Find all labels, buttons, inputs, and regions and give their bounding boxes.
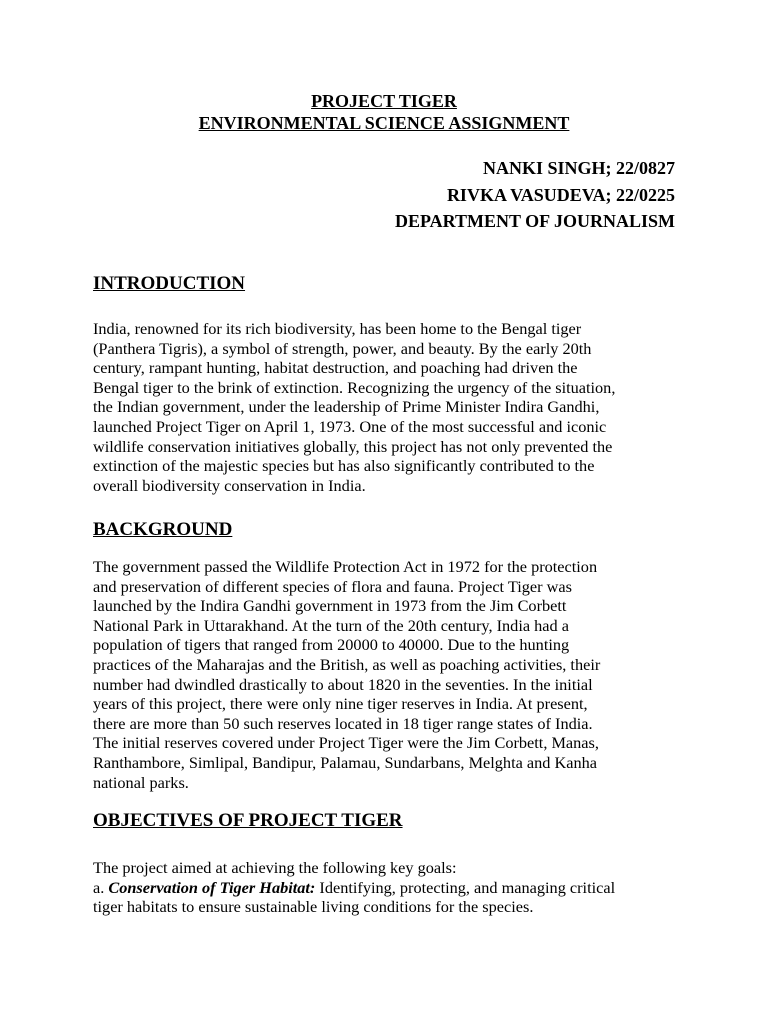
document-subtitle: ENVIRONMENTAL SCIENCE ASSIGNMENT <box>198 113 570 133</box>
objectives-paragraph <box>93 858 683 917</box>
background-paragraph <box>93 557 683 792</box>
paragraph-line: years of this project, there were only nine tiger reserves in India. At present, <box>93 694 588 714</box>
paragraph-line: wildlife conservation initiatives globally, this project has not only prevented the <box>93 436 613 456</box>
paragraph-line: century, rampant hunting, habitat destruction, and poaching had driven the <box>93 358 578 378</box>
goal-a-prefix: a. <box>93 877 109 897</box>
author-line-2: RIVKA VASUDEVA; 22/0225 <box>446 184 675 205</box>
goal-a-label: Conservation of Tiger Habitat: <box>108 877 316 897</box>
paragraph-line: The government passed the Wildlife Protection Act in 1972 for the protection <box>93 557 598 576</box>
introduction-paragraph <box>93 319 683 495</box>
paragraph-line: and preservation of different species of flora and fauna. Project Tiger was <box>93 576 572 596</box>
objectives-heading: OBJECTIVES OF PROJECT TIGER <box>93 810 403 831</box>
paragraph-line: national parks. <box>93 772 189 792</box>
document-title: PROJECT TIGER <box>311 91 457 111</box>
department-line: DEPARTMENT OF JOURNALISM <box>394 211 675 231</box>
paragraph-line: population of tigers that ranged from 20000 to 40000. Due to the hunting <box>93 635 570 655</box>
introduction-heading: INTRODUCTION <box>93 273 246 294</box>
paragraph-line: overall biodiversity conservation in India. <box>93 475 366 495</box>
paragraph-line: The initial reserves covered under Project Tiger were the Jim Corbett, Manas, <box>93 733 599 753</box>
goal-a-text: Identifying, protecting, and managing critical <box>315 877 616 897</box>
paragraph-line: Bengal tiger to the brink of extinction. Recognizing the urgency of the situation, <box>93 377 616 397</box>
paragraph-line: there are more than 50 such reserves located in 18 tiger range states of India. <box>93 713 593 733</box>
title-block <box>0 90 768 134</box>
paragraph-line: National Park in Uttarakhand. At the turn of the 20th century, India had a <box>93 615 569 635</box>
background-heading: BACKGROUND <box>93 519 233 540</box>
paragraph-line: (Panthera Tigris), a symbol of strength, power, and beauty. By the early 20th <box>93 338 592 358</box>
paragraph-line: launched Project Tiger on April 1, 1973. One of the most successful and iconic <box>93 416 607 436</box>
goal-a-continuation: tiger habitats to ensure sustainable living conditions for the species. <box>93 897 534 917</box>
paragraph-line: the Indian government, under the leadership of Prime Minister Indira Gandhi, <box>93 397 600 417</box>
author-line-1: NANKI SINGH; 22/0827 <box>482 158 675 178</box>
goal-a-line <box>93 878 683 898</box>
paragraph-line: launched by the Indira Gandhi government in 1973 from the Jim Corbett <box>93 596 567 616</box>
paragraph-line: India, renowned for its rich biodiversity, has been home to the Bengal tiger <box>93 319 582 338</box>
paragraph-line: Ranthambore, Simlipal, Bandipur, Palamau, Sundarbans, Melghta and Kanha <box>93 752 597 772</box>
objectives-intro: The project aimed at achieving the following key goals: <box>93 858 457 877</box>
paragraph-line: extinction of the majestic species but has also significantly contributed to the <box>93 456 595 476</box>
paragraph-line: practices of the Maharajas and the British, as well as poaching activities, their <box>93 654 601 674</box>
author-block <box>395 155 675 235</box>
paragraph-line: number had dwindled drastically to about 1820 in the seventies. In the initial <box>93 674 593 694</box>
